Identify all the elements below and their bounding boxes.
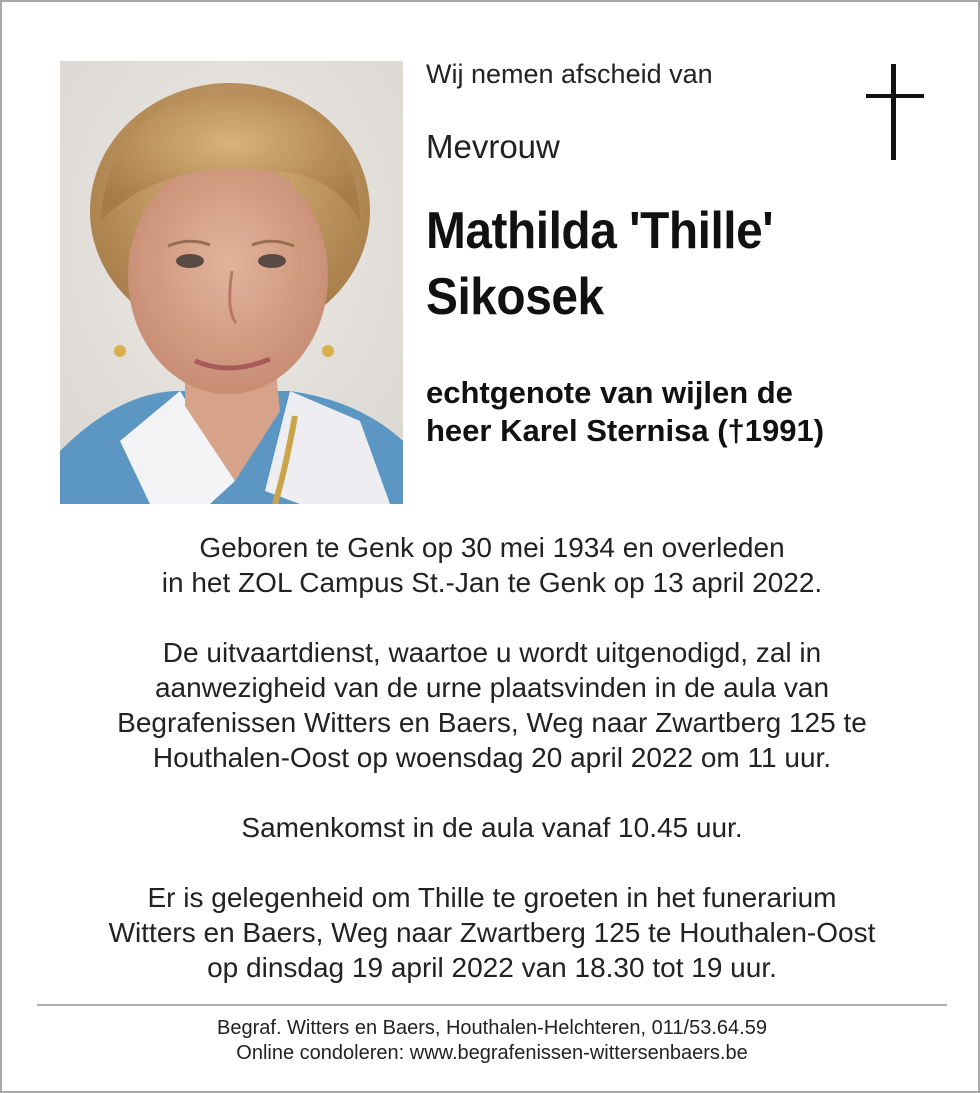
- name-line-2: Sikosek: [426, 268, 604, 326]
- funeral-home-contact: Begraf. Witters en Baers, Houthalen-Helchteren, 011/53.64.59: [217, 1017, 767, 1039]
- text-line: Geboren te Genk op 30 mei 1934 en overleden: [199, 532, 785, 563]
- text-line: Samenkomst in de aula vanaf 10.45 uur.: [241, 812, 743, 843]
- text-line: De uitvaartdienst, waartoe u wordt uitgenodigd, zal in: [162, 637, 822, 668]
- text-line: Houthalen-Oost op woensdag 20 april 2022 om 11 uur.: [152, 742, 832, 773]
- spouse-line-2: heer Karel Sternisa (†1991): [426, 413, 825, 448]
- text-line: Er is gelegenheid om Thille te groeten in het funerarium: [147, 882, 837, 913]
- text-line: Begrafenissen Witters en Baers, Weg naar Zwartberg 125 te: [117, 707, 867, 738]
- footer-divider: [37, 1004, 947, 1006]
- text-line: Witters en Baers, Weg naar Zwartberg 125 te Houthalen-Oost: [108, 917, 876, 948]
- birth-death-paragraph: [32, 530, 952, 600]
- cross-icon: [866, 64, 924, 160]
- notice-body: [32, 530, 952, 985]
- spouse-line-1: echtgenote van wijlen de: [426, 375, 793, 410]
- text-line: aanwezigheid van de urne plaatsvinden in de aula van: [154, 672, 830, 703]
- honorific: Mevrouw: [426, 128, 560, 165]
- text-line: in het ZOL Campus St.-Jan te Genk op 13 april 2022.: [161, 567, 823, 598]
- online-condolence-link[interactable]: Online condoleren: www.begrafenissen-wittersenbaers.be: [236, 1042, 748, 1064]
- deceased-name: [426, 198, 831, 330]
- text-line: op dinsdag 19 april 2022 van 18.30 tot 19 uur.: [207, 952, 777, 983]
- gathering-paragraph: [32, 810, 952, 845]
- portrait-photo: [60, 61, 403, 504]
- spouse-text: [426, 374, 946, 450]
- name-line-1: Mathilda 'Thille': [426, 202, 774, 260]
- service-paragraph: [32, 635, 952, 775]
- visitation-paragraph: [32, 880, 952, 985]
- footer: [32, 1016, 952, 1066]
- intro-text: Wij nemen afscheid van: [426, 59, 713, 89]
